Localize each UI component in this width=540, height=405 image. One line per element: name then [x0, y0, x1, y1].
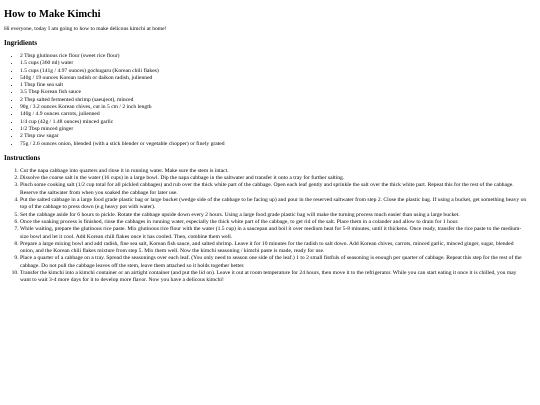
instruction-step: 7. While waiting, prepare the glutinous rice paste. Mix glutinous rice flour with the water (1.5 cup) in a saucepan and boil it over medium heat for 5-8 minutes, until it thickens. Once ready, transfer the rice paste to the medium-size bowl and let it cool. Add Korean chili flakes once it has cooled. Then, combine them well. [20, 226, 528, 241]
ingredient-item: • 75g / 2.6 ounces onion, blended (with a stick blender or vegetable chopper) or finely grated [20, 141, 536, 148]
ingredient-item: • 1.5 cups (360 ml) water [20, 60, 536, 67]
ingredient-item: • 3.5 Tbsp Korean fish sauce [20, 89, 536, 96]
page-title: How to Make Kimchi [4, 9, 101, 20]
instruction-step: 1. Cut the napa cabbage into quarters and rinse it in running water. Make sure the stem is intact. [20, 168, 528, 175]
instruction-step: 4. Put the salted cabbage in a large food grade plastic bag or large bucket (wedge side of the cabbage to be facing up) and pour in the reserved saltwater from step 2. Close the plastic bag. If using a bucket, get something heavy on top of the cabbage to press down (e.g heavy pot with water). [20, 197, 528, 212]
instruction-step: 9. Place a quarter of a cabbage on a tray. Spread the seasonings over each leaf. (You only need to season one side of the leaf.) 1 to 2 small fistfuls of seasoning is enough per quarter of cabbage. Repeat this step for the rest of the cabbage. Do not pull the cabbage leaves off the stem, leave them attached so it holds together better. [20, 255, 528, 270]
instruction-step: 5. Set the cabbage aside for 6 hours to pickle. Rotate the cabbage upside down every 2 hours. Using a large food grade plastic bag will make the turning process much easier than using a large bucket. [20, 212, 528, 219]
ingredient-item: • 90g / 3.2 ounces Korean chives, cut in 5 cm / 2 inch length [20, 104, 536, 111]
ingredient-item: • 1/2 Tbsp minced ginger [20, 126, 536, 133]
ingredient-item: • 2 Tbsp glutinous rice flour (sweet rice flour) [20, 53, 536, 60]
ingredient-item: • 1/4 cup (42g / 1.48 ounces) minced garlic [20, 119, 536, 126]
instruction-step: 10. Transfer the kimchi into a kimchi container or an airtight container (and put the lid on). Leave it out at room temperature for 24 hours, then move it to the refrigerator. While you can start eating it once it is chilled, you may want to wait 3-4 more days for it to develop more flavor. Now you have a delicous kimchi! [20, 270, 528, 285]
instruction-step: 6. Once the soaking process is finished, rinse the cabbages in running water, especially the thick white part of the cabbage, to get rid of the salt. Place them in a colander and allow to drain for 1 hour. [20, 219, 528, 226]
instruction-step: 3. Pinch some cooking salt (1/2 cup total for all pickled cabbages) and rub over the thick white part of the cabbage. Open each leaf gently and sprinkle the salt over the thick white part. Repeat this for the rest of the cabbage. Reserve the saltwater from when you soaked the cabbage for later use. [20, 182, 528, 197]
instructions-list [4, 168, 536, 285]
ingredient-item: • 2 Tbsp raw sugar [20, 133, 536, 140]
ingredient-item: • 1.5 cups (141g / 4.97 ounces) gochugaru (Korean chili flakes) [20, 68, 536, 75]
ingredient-item: • 2 Tbsp salted fermented shrimp (saeujeot), minced [20, 97, 536, 104]
ingredient-item: • 1 Tbsp fine sea salt [20, 82, 536, 89]
ingredient-item: • 140g / 4.9 ounces carrots, julienned [20, 111, 536, 118]
instruction-step: 2. Dissolve the coarse salt in the water (16 cups) in a large bowl. Dip the napa cabbage in the saltwater and transfer it onto a tray for further salting. [20, 175, 528, 182]
ingredients-list [4, 53, 536, 148]
intro-text: Hi everyone, today I am going to how to make delicous kimchi at home! [4, 26, 167, 32]
ingredients-heading: Ingridients [4, 39, 38, 47]
ingredient-item: • 540g / 19 ounces Korean radish or daikon radish, julienned [20, 75, 536, 82]
instructions-heading: Instructions [4, 153, 41, 162]
instruction-step: 8. Prepare a large mixing bowl and add radish, fine sea salt, Korean fish sauce, and salted shrimp. Leave it for 10 minutes for the radish to salt down. Add Korean chives, carrots, minced garlic, minced ginger, sugar, blended onion, and the Korean chili flakes mixture from step 5. Mix them well. Now the kimchi seasoning / kimchi paste is made, ready for use. [20, 241, 528, 256]
